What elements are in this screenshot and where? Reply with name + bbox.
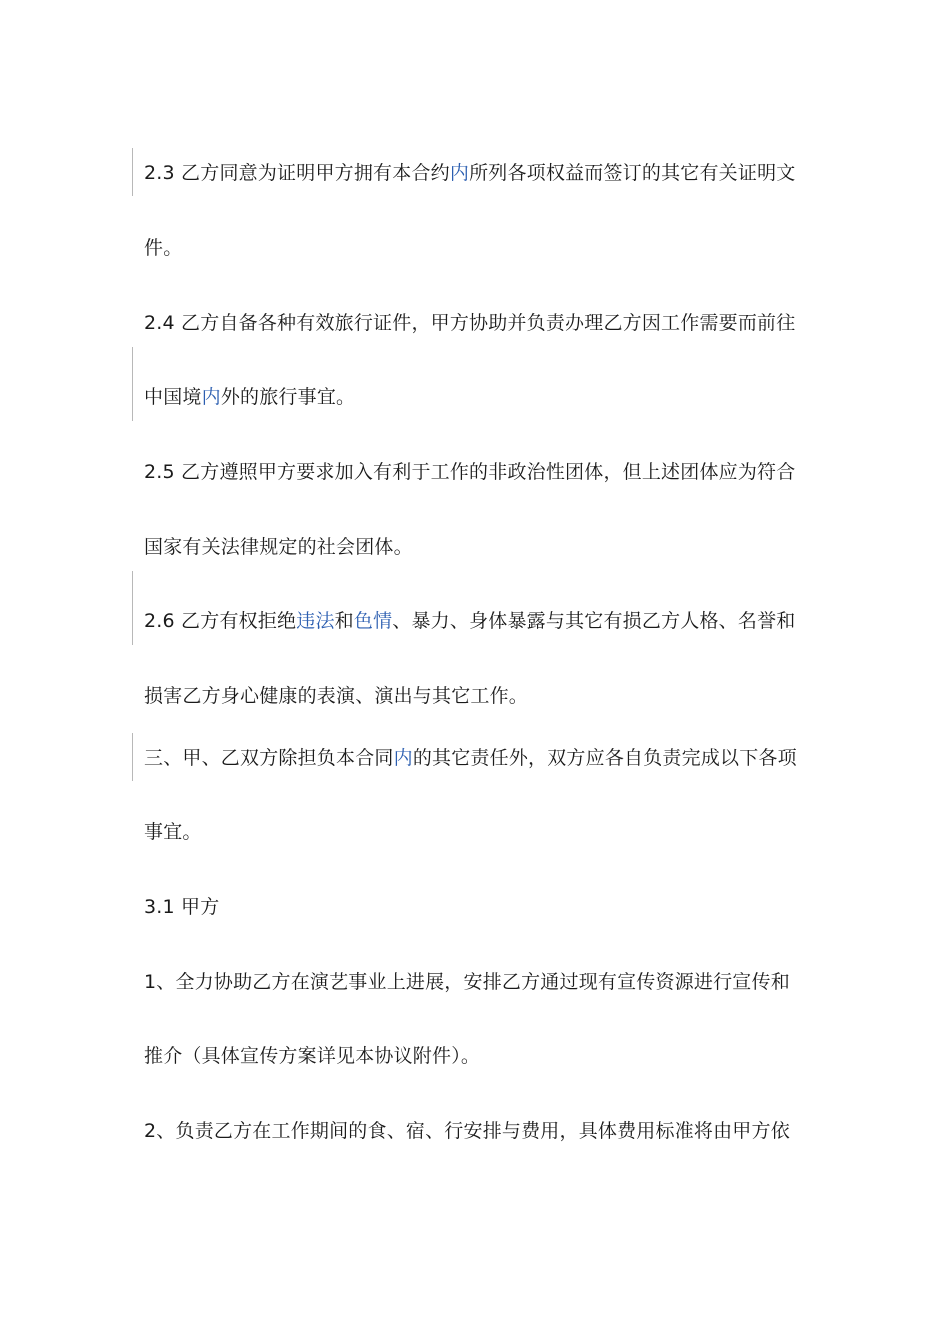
text-run: 国家有关法律规定的社会团体。 bbox=[144, 536, 413, 558]
text-run: 3.1 甲方 bbox=[144, 896, 220, 918]
hyperlink-text[interactable]: 内 bbox=[393, 747, 413, 769]
section-3-line-1 bbox=[144, 744, 797, 772]
text-run: 2、负责乙方在工作期间的食、宿、行安排与费用，具体费用标准将由甲方依 bbox=[144, 1120, 790, 1142]
hyperlink-text[interactable]: 内 bbox=[449, 162, 470, 184]
item-1-line-2 bbox=[144, 1042, 480, 1070]
section-3-line-2 bbox=[144, 818, 202, 846]
text-run: 三、甲、乙双方除担负本合同 bbox=[144, 747, 394, 769]
text-run: 中国境 bbox=[144, 386, 202, 408]
text-run: 2.5 乙方遵照甲方要求加入有利于工作的非政治性团体，但上述团体应为符合 bbox=[144, 461, 796, 483]
paragraph-2-5-line-2 bbox=[144, 533, 413, 561]
text-run: 推介（具体宣传方案详见本协议附件）。 bbox=[144, 1045, 481, 1067]
text-run: 、暴力、身体暴露与其它有损乙方人格、名誉和 bbox=[392, 610, 796, 632]
subsection-3-1-heading bbox=[144, 893, 219, 921]
paragraph-2-4-line-1 bbox=[144, 309, 795, 337]
text-run: 外的旅行事宜。 bbox=[220, 386, 356, 408]
text-run: 的其它责任外，双方应各自负责完成以下各项 bbox=[412, 747, 797, 769]
item-1-line-1 bbox=[144, 968, 790, 996]
text-run: 2.3 乙方同意为证明甲方拥有本合约 bbox=[144, 162, 450, 184]
paragraph-2-4-line-2 bbox=[144, 383, 355, 411]
change-bar bbox=[132, 148, 133, 196]
change-bar bbox=[132, 347, 133, 421]
text-run: 2.4 乙方自备各种有效旅行证件，甲方协助并负责办理乙方因工作需要而前往 bbox=[144, 312, 796, 334]
hyperlink-text[interactable]: 内 bbox=[201, 386, 221, 408]
hyperlink-text[interactable]: 违法 bbox=[296, 610, 335, 632]
text-run: 件。 bbox=[144, 237, 183, 259]
text-run: 1、全力协助乙方在演艺事业上进展，安排乙方通过现有宣传资源进行宣传和 bbox=[144, 971, 790, 993]
paragraph-2-3-line-1 bbox=[144, 159, 795, 187]
paragraph-2-6-line-2 bbox=[144, 682, 528, 710]
change-bar bbox=[132, 733, 133, 781]
text-run: 和 bbox=[334, 610, 354, 632]
text-run: 事宜。 bbox=[144, 821, 202, 843]
text-run: 2.6 乙方有权拒绝 bbox=[144, 610, 297, 632]
hyperlink-text[interactable]: 色情 bbox=[353, 610, 393, 632]
paragraph-2-5-line-1 bbox=[144, 458, 795, 486]
paragraph-2-3-line-2 bbox=[144, 234, 182, 262]
text-run: 损害乙方身心健康的表演、演出与其它工作。 bbox=[144, 685, 529, 707]
paragraph-2-6-line-1 bbox=[144, 607, 795, 635]
item-2-line-1 bbox=[144, 1117, 790, 1145]
text-run: 所列各项权益而签订的其它有关证明文 bbox=[469, 162, 796, 184]
change-bar bbox=[132, 571, 133, 645]
